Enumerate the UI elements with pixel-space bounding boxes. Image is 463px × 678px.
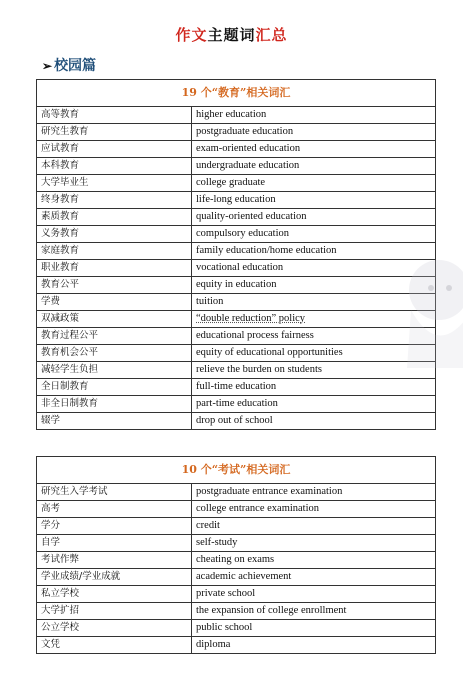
chinese-term: 双减政策 bbox=[37, 311, 192, 328]
table-row bbox=[37, 396, 436, 413]
chinese-term: 自学 bbox=[37, 535, 192, 552]
english-term bbox=[192, 260, 436, 277]
chinese-term: 职业教育 bbox=[37, 260, 192, 277]
chinese-term: 教育过程公平 bbox=[37, 328, 192, 345]
chinese-term: 教育机会公平 bbox=[37, 345, 192, 362]
english-term-text: credit bbox=[196, 520, 220, 531]
english-term-text: part-time education bbox=[196, 398, 278, 409]
chinese-term: 大学扩招 bbox=[37, 603, 192, 620]
table-row bbox=[37, 209, 436, 226]
english-term bbox=[192, 158, 436, 175]
english-term bbox=[192, 620, 436, 637]
chinese-term: 非全日制教育 bbox=[37, 396, 192, 413]
chinese-term: 教育公平 bbox=[37, 277, 192, 294]
english-term-text: equity of educational opportunities bbox=[196, 347, 343, 358]
table-heading: 10 个“考试”相关词汇 bbox=[37, 457, 436, 484]
chinese-term: 学费 bbox=[37, 294, 192, 311]
english-term-text: compulsory education bbox=[196, 228, 290, 239]
exam-vocab-table bbox=[36, 456, 436, 654]
table-row bbox=[37, 484, 436, 501]
table-row bbox=[37, 328, 436, 345]
english-term bbox=[192, 311, 436, 328]
chinese-term: 高等教育 bbox=[37, 107, 192, 124]
english-term-text: college graduate bbox=[196, 177, 266, 188]
title-part-2: 主题词 bbox=[207, 26, 256, 44]
chinese-term: 文凭 bbox=[37, 637, 192, 654]
table-row bbox=[37, 141, 436, 158]
chinese-term: 研究生入学考试 bbox=[37, 484, 192, 501]
english-term bbox=[192, 637, 436, 654]
english-term bbox=[192, 175, 436, 192]
chinese-term: 全日制教育 bbox=[37, 379, 192, 396]
table-row bbox=[37, 294, 436, 311]
english-term bbox=[192, 294, 436, 311]
chinese-term: 减轻学生负担 bbox=[37, 362, 192, 379]
table-heading-row bbox=[37, 457, 436, 484]
english-term bbox=[192, 501, 436, 518]
english-term bbox=[192, 328, 436, 345]
english-term bbox=[192, 277, 436, 294]
english-term bbox=[192, 484, 436, 501]
table-row bbox=[37, 637, 436, 654]
english-term bbox=[192, 192, 436, 209]
english-term bbox=[192, 362, 436, 379]
table-row bbox=[37, 226, 436, 243]
english-term-text: educational process fairness bbox=[196, 330, 314, 341]
english-term-text: “double reduction” policy bbox=[196, 313, 306, 324]
chinese-term: 大学毕业生 bbox=[37, 175, 192, 192]
education-vocab-table bbox=[36, 79, 436, 430]
english-term-text: relieve the burden on students bbox=[196, 364, 322, 375]
english-term bbox=[192, 226, 436, 243]
section-label: 校园篇 bbox=[54, 58, 97, 74]
table-heading-row bbox=[37, 80, 436, 107]
english-term bbox=[192, 141, 436, 158]
table-row bbox=[37, 192, 436, 209]
section-heading bbox=[42, 55, 96, 75]
chinese-term: 家庭教育 bbox=[37, 243, 192, 260]
chinese-term: 高考 bbox=[37, 501, 192, 518]
english-term-text: academic achievement bbox=[196, 571, 292, 582]
table-row bbox=[37, 569, 436, 586]
english-term-text: exam-oriented education bbox=[196, 143, 301, 154]
english-term-text: drop out of school bbox=[196, 415, 273, 426]
table-row bbox=[37, 552, 436, 569]
table-row bbox=[37, 345, 436, 362]
english-term-text: postgraduate entrance examination bbox=[196, 486, 343, 497]
chinese-term: 学分 bbox=[37, 518, 192, 535]
english-term-text: family education/home education bbox=[196, 245, 337, 256]
english-term bbox=[192, 535, 436, 552]
english-term-text: self-study bbox=[196, 537, 238, 548]
chinese-term: 辍学 bbox=[37, 413, 192, 430]
english-term bbox=[192, 124, 436, 141]
english-term-text: public school bbox=[196, 622, 253, 633]
english-term-text: postgraduate education bbox=[196, 126, 294, 137]
english-term bbox=[192, 209, 436, 226]
english-term-text: tuition bbox=[196, 296, 224, 307]
chinese-term: 素质教育 bbox=[37, 209, 192, 226]
table-row bbox=[37, 107, 436, 124]
table-row bbox=[37, 535, 436, 552]
table-row bbox=[37, 362, 436, 379]
english-term-text: equity in education bbox=[196, 279, 277, 290]
chinese-term: 私立学校 bbox=[37, 586, 192, 603]
table-row bbox=[37, 260, 436, 277]
table-row bbox=[37, 175, 436, 192]
table-row bbox=[37, 124, 436, 141]
title-part-1: 作文 bbox=[175, 26, 208, 44]
chinese-term: 终身教育 bbox=[37, 192, 192, 209]
english-term bbox=[192, 518, 436, 535]
page-title bbox=[0, 24, 463, 45]
english-term-text: undergraduate education bbox=[196, 160, 300, 171]
chinese-term: 考试作弊 bbox=[37, 552, 192, 569]
table-row bbox=[37, 603, 436, 620]
english-term-text: life-long education bbox=[196, 194, 276, 205]
table-row bbox=[37, 311, 436, 328]
english-term bbox=[192, 243, 436, 260]
english-term bbox=[192, 107, 436, 124]
table-row bbox=[37, 586, 436, 603]
english-term bbox=[192, 552, 436, 569]
title-part-3: 汇总 bbox=[255, 26, 288, 44]
english-term-text: diploma bbox=[196, 639, 231, 650]
english-term-text: college entrance examination bbox=[196, 503, 320, 514]
table-heading: 19 个“教育”相关词汇 bbox=[37, 80, 436, 107]
english-term-text: the expansion of college enrollment bbox=[196, 605, 347, 616]
english-term bbox=[192, 603, 436, 620]
english-term-text: vocational education bbox=[196, 262, 284, 273]
chinese-term: 学业成绩/学业成就 bbox=[37, 569, 192, 586]
table-row bbox=[37, 158, 436, 175]
table-row bbox=[37, 243, 436, 260]
table-row bbox=[37, 413, 436, 430]
table-row bbox=[37, 277, 436, 294]
english-term-text: cheating on exams bbox=[196, 554, 275, 565]
chinese-term: 义务教育 bbox=[37, 226, 192, 243]
arrow-bullet-icon: ➢ bbox=[42, 59, 53, 73]
english-term bbox=[192, 345, 436, 362]
chinese-term: 本科教育 bbox=[37, 158, 192, 175]
chinese-term: 应试教育 bbox=[37, 141, 192, 158]
table-row bbox=[37, 518, 436, 535]
english-term-text: quality-oriented education bbox=[196, 211, 307, 222]
table-row bbox=[37, 620, 436, 637]
chinese-term: 研究生教育 bbox=[37, 124, 192, 141]
english-term bbox=[192, 413, 436, 430]
english-term-text: higher education bbox=[196, 109, 267, 120]
english-term bbox=[192, 586, 436, 603]
english-term bbox=[192, 396, 436, 413]
table-row bbox=[37, 379, 436, 396]
english-term bbox=[192, 569, 436, 586]
table-row bbox=[37, 501, 436, 518]
english-term-text: full-time education bbox=[196, 381, 277, 392]
english-term-text: private school bbox=[196, 588, 256, 599]
chinese-term: 公立学校 bbox=[37, 620, 192, 637]
english-term bbox=[192, 379, 436, 396]
